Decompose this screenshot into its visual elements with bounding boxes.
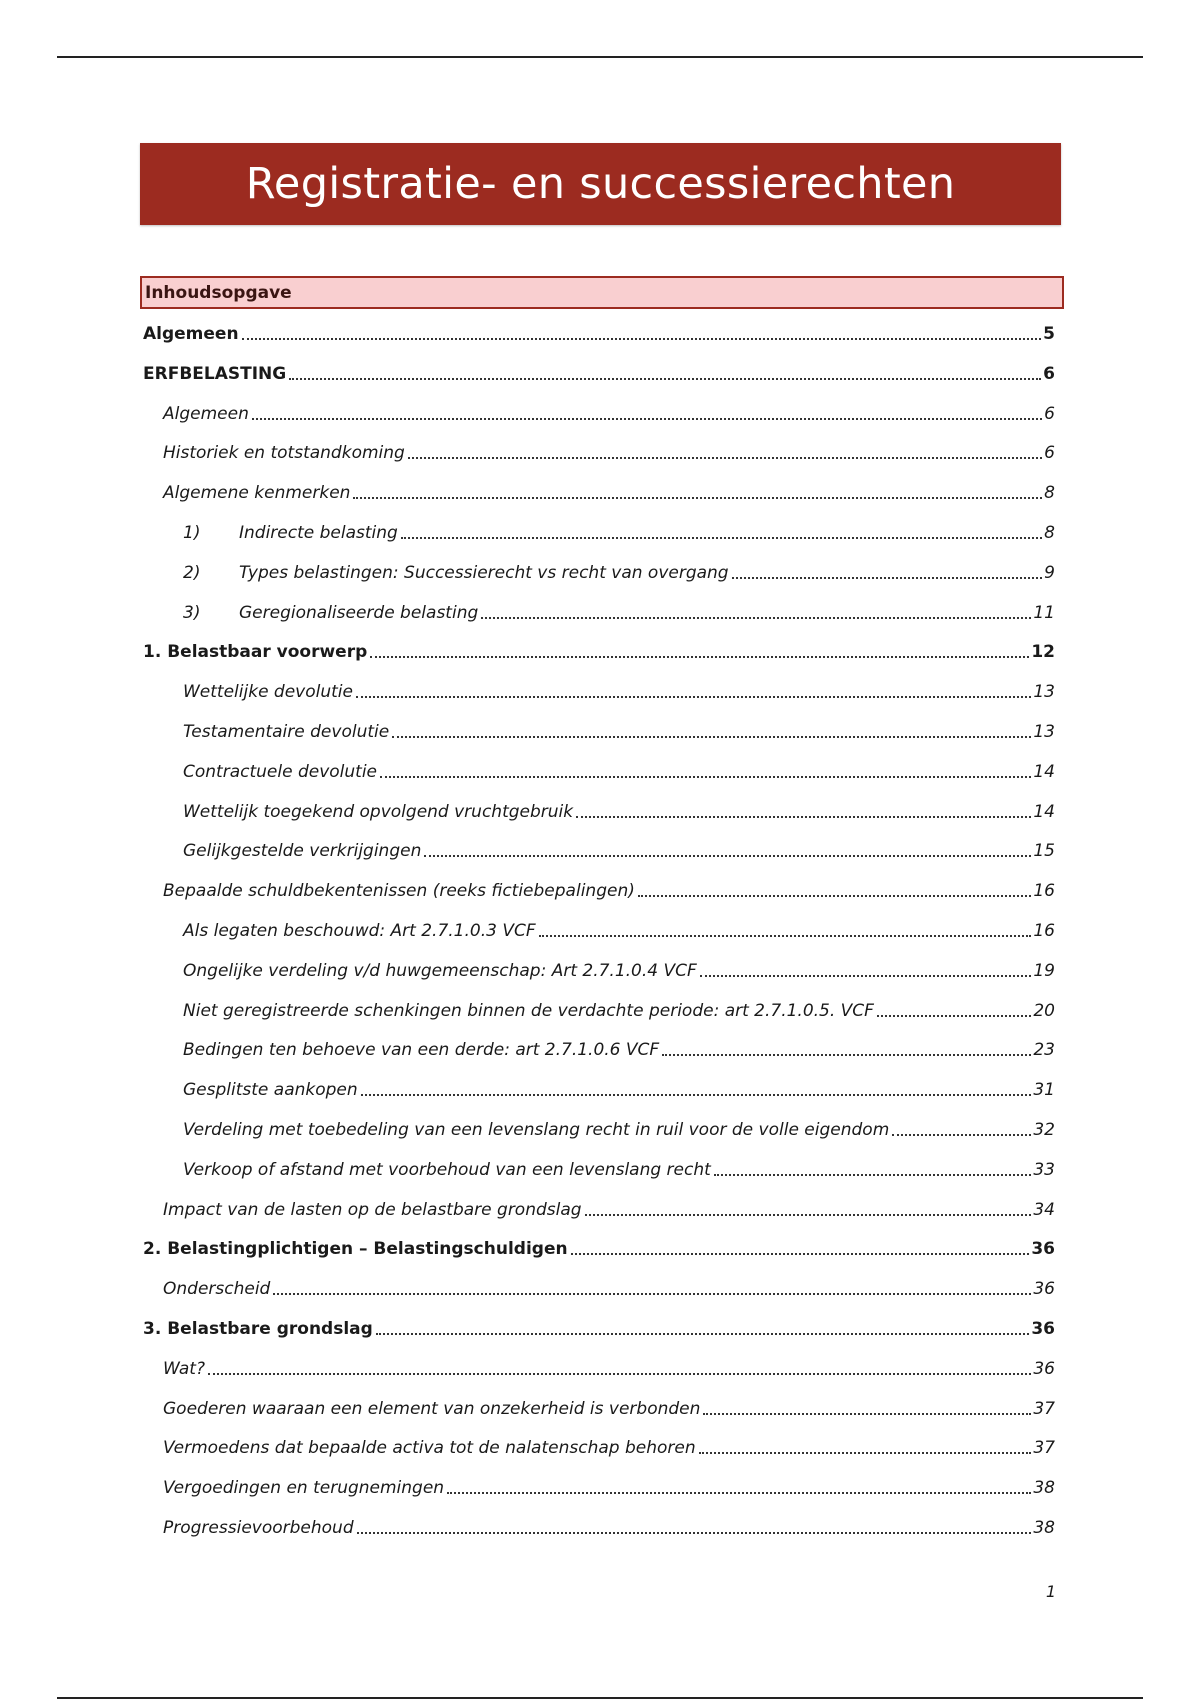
toc-entry[interactable]	[0, 398, 1200, 424]
toc-entry-label: Niet geregistreerde schenkingen binnen de verdachte periode: art 2.7.1.0.5. VCF	[183, 1000, 874, 1021]
toc-entry[interactable]	[0, 955, 1200, 981]
toc-entry-page: 37	[1033, 1398, 1055, 1419]
toc-dot-leader	[424, 854, 1031, 857]
toc-dot-leader	[273, 1292, 1031, 1295]
toc-entry-page: 15	[1033, 841, 1055, 862]
toc-entry-label: Wettelijke devolutie	[183, 682, 353, 703]
toc-entry-label: Algemeen	[163, 403, 249, 424]
toc-entry[interactable]	[0, 557, 1200, 583]
toc-entry[interactable]	[0, 1353, 1200, 1379]
toc-entry-label: ERFBELASTING	[143, 363, 287, 384]
toc-entry-page: 6	[1043, 363, 1055, 384]
toc-entry-page: 34	[1033, 1199, 1055, 1220]
top-rule	[57, 56, 1143, 58]
toc-dot-leader	[408, 456, 1042, 459]
toc-dot-leader	[699, 1451, 1032, 1454]
toc-entry-page: 13	[1033, 682, 1055, 703]
toc-dot-leader	[356, 695, 1031, 698]
toc-entry-label: Geregionaliseerde belasting	[239, 602, 479, 623]
toc-entry-label: Impact van de lasten op de belastbare grondslag	[163, 1199, 582, 1220]
page-number: 1	[1045, 1582, 1056, 1601]
toc-entry-label: Gesplitste aankopen	[183, 1080, 358, 1101]
toc-dot-leader	[447, 1491, 1031, 1494]
toc-entry-label: Goederen waaraan een element van onzekerheid is verbonden	[163, 1398, 701, 1419]
toc-entry[interactable]	[0, 1194, 1200, 1220]
toc-entry-page: 5	[1043, 324, 1055, 344]
toc-entry-page: 13	[1033, 722, 1055, 742]
toc-dot-leader	[877, 1014, 1031, 1017]
toc-entry[interactable]	[0, 1233, 1200, 1259]
toc-entry-page: 38	[1033, 1518, 1055, 1538]
toc-dot-leader	[392, 735, 1031, 738]
toc-dot-leader	[585, 1213, 1032, 1216]
toc-entry-page: 36	[1031, 1319, 1055, 1339]
toc-entry[interactable]	[0, 517, 1200, 543]
toc-entry-number: 1)	[183, 523, 201, 543]
toc-entry-page: 19	[1033, 960, 1055, 981]
toc-dot-leader	[576, 815, 1031, 818]
toc-heading: Inhoudsopgave	[140, 276, 1064, 309]
toc-dot-leader	[357, 1531, 1032, 1534]
toc-entry-page: 36	[1031, 1239, 1055, 1260]
toc-entry-label: Wat?	[163, 1358, 205, 1379]
toc-entry[interactable]	[0, 318, 1200, 344]
toc-entry[interactable]	[0, 597, 1200, 623]
toc-entry-label: Algemene kenmerken	[163, 483, 351, 504]
toc-entry[interactable]	[0, 756, 1200, 782]
toc-entry[interactable]	[0, 1472, 1200, 1498]
toc-dot-leader	[380, 775, 1031, 778]
toc-entry-label: Types belastingen: Successierecht vs recht van overgang	[239, 562, 729, 583]
toc-entry-label: Onderscheid	[163, 1279, 271, 1300]
toc-entry-label: Ongelijke verdeling v/d huwgemeenschap: Art 2.7.1.0.4 VCF	[183, 960, 697, 981]
toc-entry[interactable]	[0, 1313, 1200, 1339]
toc-entry-page: 8	[1044, 523, 1055, 543]
toc-entry-label: 3. Belastbare grondslag	[143, 1319, 373, 1339]
toc-dot-leader	[571, 1252, 1030, 1255]
toc-entry-page: 16	[1033, 881, 1055, 902]
toc-dot-leader	[481, 616, 1031, 619]
toc-entry[interactable]	[0, 358, 1200, 384]
toc-dot-leader	[732, 576, 1043, 579]
toc-entry-number: 2)	[183, 562, 201, 583]
toc-entry-page: 38	[1033, 1478, 1055, 1499]
toc-entry-label: Vermoedens dat bepaalde activa tot de nalatenschap behoren	[163, 1438, 696, 1459]
toc-entry[interactable]	[0, 716, 1200, 742]
toc-entry-page: 11	[1033, 602, 1055, 623]
toc-entry-label: Historiek en totstandkoming	[163, 443, 405, 464]
toc-entry-label: Indirecte belasting	[239, 523, 398, 543]
toc-entry[interactable]	[0, 1074, 1200, 1100]
toc-entry-label: 1. Belastbaar voorwerp	[143, 642, 368, 663]
toc-entry-page: 16	[1033, 921, 1055, 941]
toc-dot-leader	[289, 377, 1041, 380]
toc-entry-page: 36	[1033, 1279, 1055, 1300]
toc-entry-page: 20	[1033, 1000, 1055, 1021]
bottom-rule	[57, 1697, 1143, 1699]
toc-entry[interactable]	[0, 1393, 1200, 1419]
document-title: Registratie- en successierechten	[140, 143, 1061, 225]
toc-entry-label: Verdeling met toebedeling van een levenslang recht in ruil voor de volle eigendom	[183, 1120, 890, 1140]
toc-entry-page: 23	[1033, 1040, 1055, 1061]
toc-entry[interactable]	[0, 1273, 1200, 1299]
toc-dot-leader	[376, 1332, 1030, 1335]
toc-entry-page: 32	[1033, 1120, 1055, 1140]
toc-entry-page: 33	[1033, 1159, 1055, 1180]
toc-entry[interactable]	[0, 1114, 1200, 1140]
toc-entry-label: Wettelijk toegekend opvolgend vruchtgebruik	[183, 801, 574, 822]
toc-entry-page: 12	[1031, 642, 1055, 663]
toc-entry-page: 14	[1033, 761, 1055, 782]
toc-entry-page: 6	[1044, 443, 1055, 464]
toc-entry[interactable]	[0, 1512, 1200, 1538]
toc-dot-leader	[353, 496, 1042, 499]
toc-entry-label: Gelijkgestelde verkrijgingen	[183, 841, 422, 862]
toc-dot-leader	[703, 1412, 1031, 1415]
toc-dot-leader	[892, 1133, 1031, 1136]
toc-dot-leader	[539, 934, 1032, 937]
toc-dot-leader	[638, 894, 1032, 897]
toc-dot-leader	[370, 655, 1029, 658]
toc-dot-leader	[714, 1173, 1032, 1176]
toc-entry-label: Algemeen	[143, 324, 239, 344]
toc-entry-page: 36	[1033, 1358, 1055, 1379]
toc-dot-leader	[361, 1093, 1032, 1096]
toc-entry[interactable]	[0, 915, 1200, 941]
toc-entry[interactable]	[0, 1432, 1200, 1458]
toc-dot-leader	[208, 1372, 1031, 1375]
toc-entry-label: Contractuele devolutie	[183, 761, 378, 782]
toc-entry-page: 6	[1044, 403, 1055, 424]
toc-entry-number: 3)	[183, 602, 201, 623]
toc-entry-label: Als legaten beschouwd: Art 2.7.1.0.3 VCF	[183, 921, 536, 941]
toc-entry[interactable]	[0, 796, 1200, 822]
toc-entry-label: Testamentaire devolutie	[183, 722, 390, 742]
toc-dot-leader	[700, 974, 1032, 977]
toc-entry-page: 8	[1044, 483, 1055, 504]
toc-entry-page: 37	[1033, 1438, 1055, 1459]
toc-entry[interactable]	[0, 676, 1200, 702]
toc-entry-label: Bepaalde schuldbekentenissen (reeks fictiebepalingen)	[163, 881, 635, 902]
toc-entry-page: 31	[1033, 1080, 1055, 1101]
toc-entry[interactable]	[0, 636, 1200, 662]
toc-entry-label: Vergoedingen en terugnemingen	[163, 1478, 445, 1499]
toc-entry-page: 14	[1033, 801, 1055, 822]
toc-entry[interactable]	[0, 1154, 1200, 1180]
toc-entry[interactable]	[0, 477, 1200, 503]
toc-dot-leader	[401, 536, 1042, 539]
toc-entry[interactable]	[0, 1034, 1200, 1060]
toc-dot-leader	[242, 337, 1042, 340]
toc-entry-label: Progressievoorbehoud	[163, 1518, 354, 1538]
toc-entry[interactable]	[0, 875, 1200, 901]
toc-entry-label: Bedingen ten behoeve van een derde: art 2.7.1.0.6 VCF	[183, 1040, 660, 1061]
toc-entry-page: 9	[1044, 562, 1055, 583]
toc-entry[interactable]	[0, 835, 1200, 861]
toc-entry-label: 2. Belastingplichtigen – Belastingschuldigen	[143, 1239, 568, 1260]
toc-entry-label: Verkoop of afstand met voorbehoud van een levenslang recht	[183, 1159, 711, 1180]
toc-entry[interactable]	[0, 995, 1200, 1021]
toc-entry[interactable]	[0, 437, 1200, 463]
toc-dot-leader	[662, 1053, 1031, 1056]
toc-dot-leader	[252, 417, 1042, 420]
